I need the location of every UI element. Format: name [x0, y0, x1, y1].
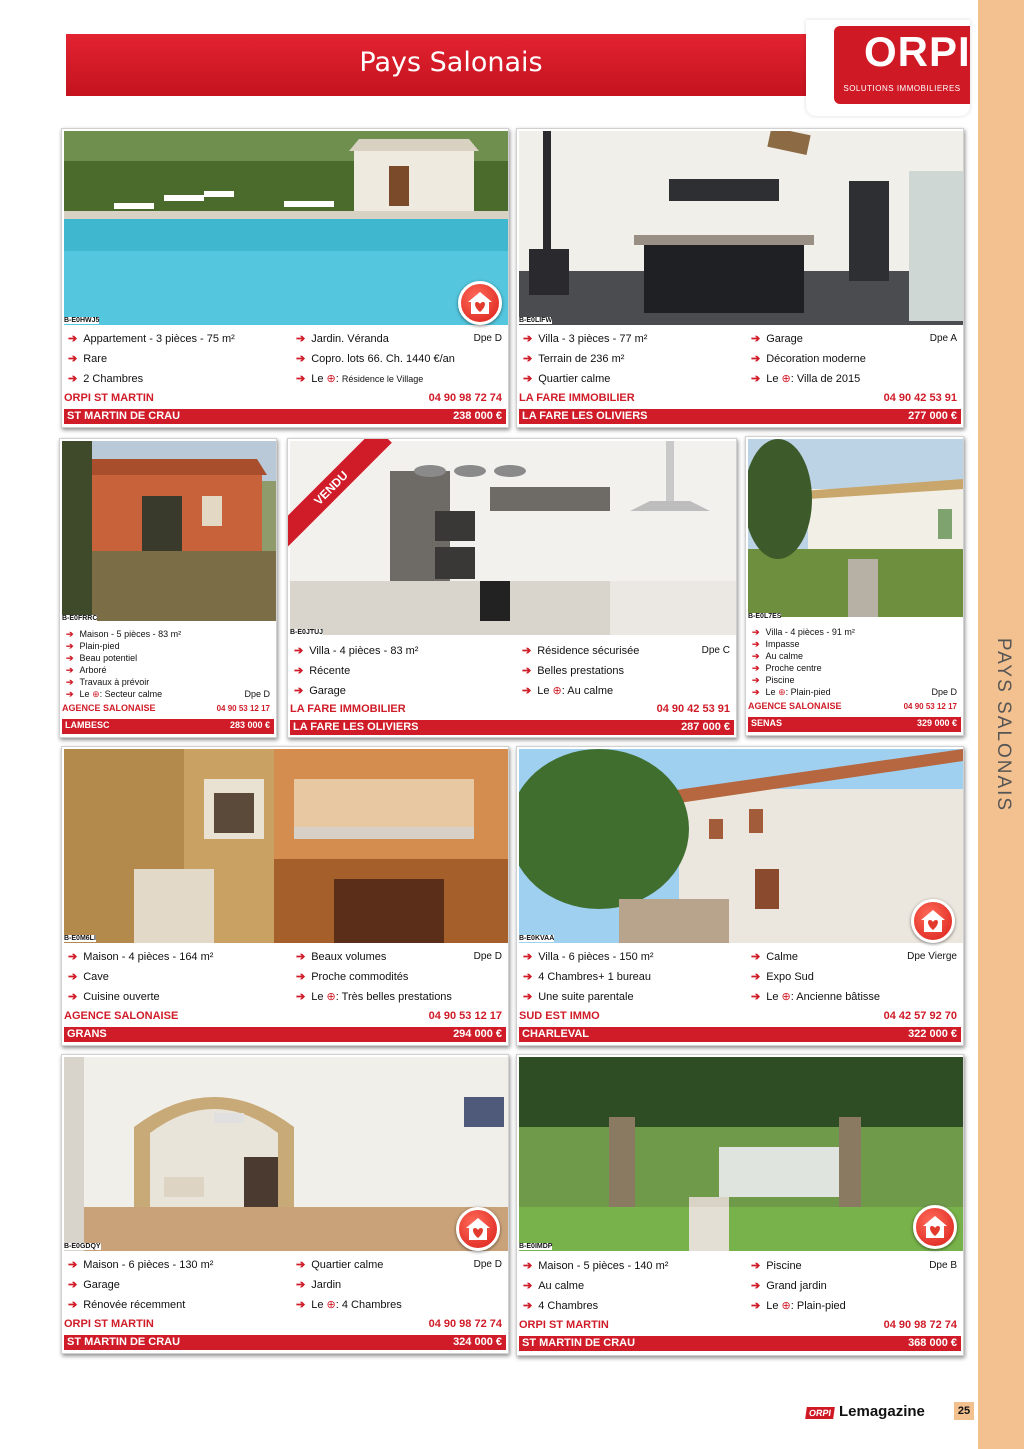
footer-orpi-mark: ORPI	[805, 1407, 835, 1419]
listing-card[interactable]	[61, 1054, 509, 1354]
agency-phone[interactable]: 04 90 42 53 91	[883, 392, 957, 404]
arrow-icon: ➔	[296, 1259, 306, 1271]
logo-subtitle: SOLUTIONS IMMOBILIERES	[843, 84, 961, 93]
footer-magazine-name: Lemagazine	[839, 1403, 925, 1420]
arrow-icon: ➔	[68, 1279, 78, 1291]
feature-line: ➔ Beaux volumes	[296, 951, 387, 963]
price-bar	[290, 720, 734, 735]
arrow-icon: ➔	[752, 687, 760, 697]
feature-line: ➔ Villa - 4 pièces - 83 m²	[294, 645, 419, 657]
agency-phone[interactable]: 04 90 98 72 74	[883, 1319, 957, 1331]
feature-line: ➔ 4 Chambres	[523, 1300, 599, 1312]
arrow-icon: ➔	[523, 1260, 533, 1272]
plus-icon: ⊕	[326, 373, 336, 385]
feature-line: ➔ Maison - 6 pièces - 130 m²	[68, 1259, 214, 1271]
agency-name[interactable]: LA FARE IMMOBILIER	[519, 392, 635, 404]
arrow-icon: ➔	[523, 1300, 533, 1312]
listing-card[interactable]	[745, 436, 964, 736]
plus-line: ➔ Le ⊕: 4 Chambres	[296, 1299, 402, 1311]
listing-card[interactable]	[516, 128, 964, 428]
feature-line: ➔ Garage	[751, 333, 803, 345]
feature-line: ➔ Au calme	[523, 1280, 585, 1292]
feature-line: ➔ Garage	[294, 685, 346, 697]
arrow-icon: ➔	[294, 645, 304, 657]
plus-line: ➔ Le ⊕: Secteur calme	[66, 689, 163, 699]
feature-line: ➔ Villa - 4 pièces - 91 m²	[752, 627, 855, 637]
page-title: Pays Salonais	[359, 47, 543, 78]
feature-line: ➔ Belles prestations	[522, 665, 625, 677]
arrow-icon: ➔	[751, 951, 761, 963]
feature-line: ➔ Plain-pied	[66, 641, 120, 651]
agency-phone[interactable]: 04 90 98 72 74	[428, 1318, 502, 1330]
agency-name[interactable]: AGENCE SALONAISE	[748, 701, 842, 711]
town: CHARLEVAL	[522, 1028, 590, 1040]
feature-line: ➔ Rare	[68, 353, 108, 365]
arrow-icon: ➔	[523, 991, 533, 1003]
price: 277 000 €	[908, 410, 957, 422]
arrow-icon: ➔	[523, 971, 533, 983]
arrow-icon: ➔	[751, 991, 761, 1003]
price: 238 000 €	[453, 410, 502, 422]
listing-card[interactable]	[59, 438, 277, 738]
feature-line: ➔ Cave	[68, 971, 109, 983]
side-section-label: PAYS SALONAIS	[993, 637, 1014, 813]
favorite-house-icon	[458, 281, 502, 325]
arrow-icon: ➔	[68, 333, 78, 345]
listing-card[interactable]	[61, 128, 509, 428]
feature-line: ➔ Expo Sud	[751, 971, 814, 983]
feature-line: ➔ Maison - 5 pièces - 140 m²	[523, 1260, 669, 1272]
town: LA FARE LES OLIVIERS	[522, 410, 648, 422]
arrow-icon: ➔	[66, 629, 74, 639]
arrow-icon: ➔	[66, 677, 74, 687]
arrow-icon: ➔	[68, 373, 78, 385]
price: 322 000 €	[908, 1028, 957, 1040]
agency-phone[interactable]: 04 42 57 92 70	[883, 1010, 957, 1022]
feature-line: ➔ Décoration moderne	[751, 353, 866, 365]
price-bar	[64, 1335, 506, 1350]
plus-icon: ⊕	[778, 687, 786, 697]
plus-line: ➔ Le ⊕: Ancienne bâtisse	[751, 991, 881, 1003]
arrow-icon: ➔	[522, 665, 532, 677]
agency-name[interactable]: AGENCE SALONAISE	[64, 1010, 179, 1022]
town: ST MARTIN DE CRAU	[522, 1337, 636, 1349]
feature-line: ➔ Jardin	[296, 1279, 342, 1291]
agency-name[interactable]: LA FARE IMMOBILIER	[290, 703, 406, 715]
listing-ref: B-E0HWJ5	[64, 317, 100, 324]
listing-ref: B-E0FRRC	[62, 615, 98, 622]
feature-line: ➔ Villa - 6 pièces - 150 m²	[523, 951, 654, 963]
feature-line: ➔ Beau potentiel	[66, 653, 138, 663]
arrow-icon: ➔	[523, 333, 533, 345]
price-bar	[64, 1027, 506, 1042]
dpe-rating: Dpe B	[929, 1260, 957, 1271]
dpe-rating: Dpe D	[244, 689, 270, 699]
favorite-house-icon	[913, 1205, 957, 1249]
agency-phone[interactable]: 04 90 98 72 74	[428, 392, 502, 404]
agency-phone[interactable]: 04 90 53 12 17	[903, 702, 957, 711]
arrow-icon: ➔	[68, 1259, 78, 1271]
feature-line: ➔ Maison - 4 pièces - 164 m²	[68, 951, 214, 963]
arrow-icon: ➔	[68, 353, 78, 365]
arrow-icon: ➔	[522, 685, 532, 697]
header-banner	[66, 34, 836, 96]
plus-line: ➔ Le ⊕: Plain-pied	[752, 687, 831, 697]
price: 368 000 €	[908, 1337, 957, 1349]
feature-line: ➔ Quartier calme	[296, 1259, 384, 1271]
feature-line: ➔ Proche centre	[752, 663, 822, 673]
arrow-icon: ➔	[68, 971, 78, 983]
feature-line: ➔ Travaux à prévoir	[66, 677, 150, 687]
arrow-icon: ➔	[68, 1299, 78, 1311]
feature-line: ➔ Piscine	[752, 675, 795, 685]
photo-kitchen	[519, 131, 963, 325]
feature-line: ➔ Piscine	[751, 1260, 802, 1272]
listing-ref: B-E0M6LI	[64, 935, 96, 942]
favorite-house-icon	[911, 899, 955, 943]
footer-magazine-logo	[806, 1403, 946, 1423]
arrow-icon: ➔	[296, 971, 306, 983]
arrow-icon: ➔	[296, 353, 306, 365]
feature-line: ➔ Au calme	[752, 651, 804, 661]
dpe-rating: Dpe D	[473, 1259, 502, 1270]
town: LAMBESC	[65, 720, 110, 730]
arrow-icon: ➔	[294, 665, 304, 677]
price-bar	[519, 409, 961, 424]
dpe-rating: Dpe A	[929, 333, 957, 344]
arrow-icon: ➔	[296, 991, 306, 1003]
feature-line: ➔ Impasse	[752, 639, 800, 649]
agency-name[interactable]: AGENCE SALONAISE	[62, 703, 156, 713]
arrow-icon: ➔	[66, 665, 74, 675]
photo-pool	[64, 131, 508, 325]
arrow-icon: ➔	[68, 951, 78, 963]
arrow-icon: ➔	[294, 685, 304, 697]
plus-line: ➔ Le ⊕: Plain-pied	[751, 1300, 846, 1312]
town: SENAS	[751, 718, 783, 728]
arrow-icon: ➔	[751, 353, 761, 365]
arrow-icon: ➔	[522, 645, 532, 657]
plus-line: ➔ Le ⊕: Au calme	[522, 685, 614, 697]
price-bar	[748, 717, 961, 732]
price: 329 000 €	[916, 718, 957, 728]
arrow-icon: ➔	[752, 651, 760, 661]
feature-line: ➔ Copro. lots 66. Ch. 1440 €/an	[296, 353, 455, 365]
photo-living-room	[64, 1057, 508, 1251]
price-bar	[519, 1027, 961, 1042]
arrow-icon: ➔	[66, 653, 74, 663]
feature-line: ➔ 4 Chambres+ 1 bureau	[523, 971, 652, 983]
arrow-icon: ➔	[751, 333, 761, 345]
feature-line: ➔ Récente	[294, 665, 351, 677]
feature-line: ➔ Arboré	[66, 665, 107, 675]
feature-line: ➔ Calme	[751, 951, 799, 963]
feature-line: ➔ Cuisine ouverte	[68, 991, 160, 1003]
arrow-icon: ➔	[296, 951, 306, 963]
arrow-icon: ➔	[66, 689, 74, 699]
plus-line: ➔ Le ⊕: Villa de 2015	[751, 373, 861, 385]
logo-block	[834, 26, 970, 104]
arrow-icon: ➔	[66, 641, 74, 651]
plus-icon: ⊕	[92, 689, 100, 699]
listing-ref: B-E0JTUJ	[290, 629, 324, 636]
feature-line: ➔ Une suite parentale	[523, 991, 634, 1003]
feature-line: ➔ Appartement - 3 pièces - 75 m²	[68, 333, 235, 345]
listing-ref: B-E0IMDP	[519, 1243, 553, 1250]
arrow-icon: ➔	[296, 333, 306, 345]
price: 283 000 €	[229, 720, 270, 730]
feature-line: ➔ Villa - 3 pièces - 77 m²	[523, 333, 648, 345]
arrow-icon: ➔	[523, 373, 533, 385]
photo-villa-garden	[748, 439, 963, 617]
town: GRANS	[67, 1028, 107, 1040]
listing-card[interactable]	[516, 1054, 964, 1356]
arrow-icon: ➔	[68, 991, 78, 1003]
arrow-icon: ➔	[296, 1279, 306, 1291]
listing-ref: B-E0LIFW	[519, 317, 553, 324]
plus-icon: ⊕	[326, 991, 336, 1003]
arrow-icon: ➔	[751, 1260, 761, 1272]
feature-line: ➔ Terrain de 236 m²	[523, 353, 625, 365]
arrow-icon: ➔	[751, 373, 761, 385]
price-bar	[519, 1336, 961, 1351]
agency-phone[interactable]: 04 90 53 12 17	[216, 704, 270, 713]
plus-icon: ⊕	[552, 685, 562, 697]
photo-garden-house	[62, 441, 276, 621]
arrow-icon: ➔	[751, 971, 761, 983]
feature-line: ➔ Maison - 5 pièces - 83 m²	[66, 629, 182, 639]
agency-name[interactable]: SUD EST IMMO	[519, 1010, 600, 1022]
feature-line: ➔ 2 Chambres	[68, 373, 144, 385]
agency-name[interactable]: ORPI ST MARTIN	[64, 392, 154, 404]
arrow-icon: ➔	[523, 353, 533, 365]
dpe-rating: Dpe D	[473, 333, 502, 344]
plus-line: ➔ Le ⊕: Très belles prestations	[296, 991, 452, 1003]
listing-ref: B-E0GDQY	[64, 1243, 101, 1250]
price: 324 000 €	[453, 1336, 502, 1348]
agency-name[interactable]: ORPI ST MARTIN	[64, 1318, 154, 1330]
plus-icon: ⊕	[781, 1300, 791, 1312]
orpi-logo	[806, 20, 970, 116]
dpe-rating: Dpe D	[473, 951, 502, 962]
photo-shaded-garden	[519, 1057, 963, 1251]
feature-line: ➔ Grand jardin	[751, 1280, 827, 1292]
feature-line: ➔ Quartier calme	[523, 373, 611, 385]
favorite-house-icon	[456, 1207, 500, 1251]
feature-line: ➔ Garage	[68, 1279, 120, 1291]
listing-ref: B-E0L7ES	[748, 613, 782, 620]
arrow-icon: ➔	[296, 373, 306, 385]
photo-villa-trees	[519, 749, 963, 943]
listing-card[interactable]	[61, 746, 509, 1046]
plus-icon: ⊕	[781, 991, 791, 1003]
arrow-icon: ➔	[752, 675, 760, 685]
town: ST MARTIN DE CRAU	[67, 1336, 181, 1348]
price: 294 000 €	[453, 1028, 502, 1040]
sold-ribbon: VENDU	[287, 438, 392, 549]
listing-card[interactable]	[516, 746, 964, 1046]
town: ST MARTIN DE CRAU	[67, 410, 181, 422]
arrow-icon: ➔	[751, 1300, 761, 1312]
feature-line: ➔ Proche commodités	[296, 971, 409, 983]
agency-phone[interactable]: 04 90 53 12 17	[428, 1010, 502, 1022]
plus-icon: ⊕	[326, 1299, 336, 1311]
page-number: 25	[954, 1402, 974, 1420]
price-bar	[64, 409, 506, 424]
price: 287 000 €	[681, 721, 730, 733]
arrow-icon: ➔	[752, 627, 760, 637]
agency-phone[interactable]: 04 90 42 53 91	[656, 703, 730, 715]
feature-line: ➔ Jardin. Véranda	[296, 333, 389, 345]
feature-line: ➔ Résidence sécurisée	[522, 645, 640, 657]
dpe-rating: Dpe Vierge	[907, 951, 957, 962]
arrow-icon: ➔	[523, 1280, 533, 1292]
agency-name[interactable]: ORPI ST MARTIN	[519, 1319, 609, 1331]
price-bar	[62, 719, 274, 734]
town: LA FARE LES OLIVIERS	[293, 721, 419, 733]
feature-line: ➔ Rénovée récemment	[68, 1299, 186, 1311]
photo-stone-facade	[64, 749, 508, 943]
listing-card[interactable]	[287, 438, 737, 738]
arrow-icon: ➔	[751, 1280, 761, 1292]
dpe-rating: Dpe C	[701, 645, 730, 656]
logo-text: ORPI	[864, 28, 971, 75]
arrow-icon: ➔	[752, 639, 760, 649]
arrow-icon: ➔	[752, 663, 760, 673]
plus-line: ➔ Le ⊕: Résidence le Village	[296, 373, 424, 385]
arrow-icon: ➔	[296, 1299, 306, 1311]
arrow-icon: ➔	[523, 951, 533, 963]
plus-icon: ⊕	[781, 373, 791, 385]
listing-ref: B-E0KVAA	[519, 935, 555, 942]
dpe-rating: Dpe D	[931, 687, 957, 697]
